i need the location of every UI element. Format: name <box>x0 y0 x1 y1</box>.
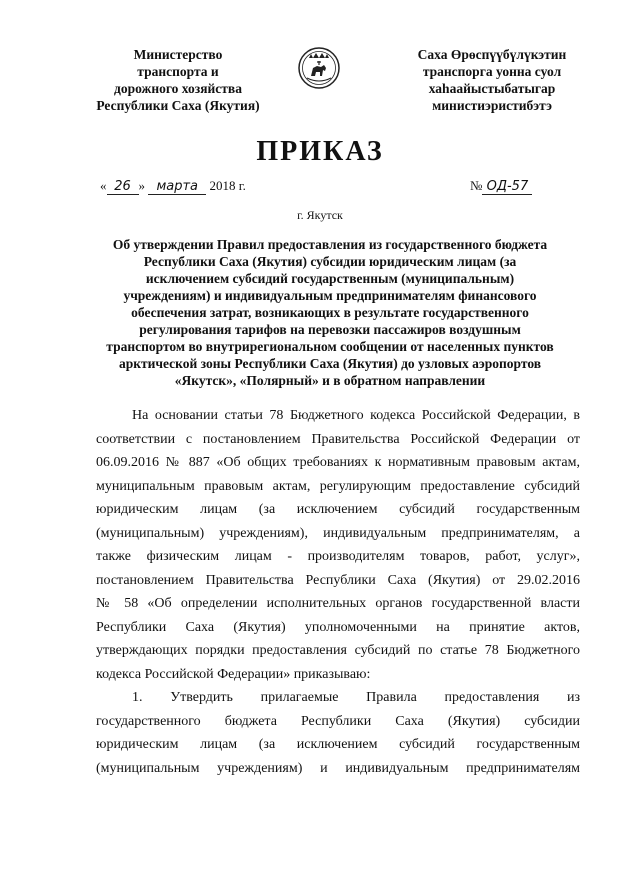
subject-line: Об утверждении Правил предоставления из государственного бюджета <box>112 237 548 252</box>
document-title: ПРИКАЗ <box>256 136 384 167</box>
body-line: муниципальным правовым актам, регулирующим предоставление субсидий <box>96 478 580 494</box>
order-city: г. Якутск <box>297 208 343 222</box>
body-line: 1. Утвердить прилагаемые Правила предоставления из <box>132 690 580 705</box>
subject-line: учреждениям) и индивидуальным предпринимателям финансового <box>123 288 537 303</box>
body-line: кодекса Российской Федерации» приказываю: <box>96 666 371 682</box>
subject-line: обеспечения затрат, возникающих в результате государственного <box>131 305 529 320</box>
republic-emblem-icon <box>297 46 341 90</box>
body-line: (муниципальным) учреждениям), индивидуальным предпринимателям, а <box>96 525 580 541</box>
subject-line: исключением субсидий государственным (муниципальным) <box>145 271 515 286</box>
header-left-line: Республики Саха (Якутия) <box>96 98 260 113</box>
header-right-line: министиэристибэтэ <box>432 98 552 113</box>
date-day-handwritten: 26 <box>107 180 139 195</box>
subject-line: «Якутск», «Полярный» и в обратном направлении <box>174 373 486 388</box>
subject-line: Республики Саха (Якутия) субсидии юридическим лицам (за <box>143 254 517 269</box>
date-close-quote: » <box>138 178 145 193</box>
order-number <box>470 178 532 195</box>
body-line: (муниципальным учреждениям) и индивидуальным предпринимателям <box>96 760 580 776</box>
body-line: 06.09.2016 № 887 «Об общих требованиях к нормативным правовым актам, <box>96 455 580 470</box>
body-line: юридическим лицам (за исключением субсидий государственным <box>96 737 580 752</box>
subject-line: регулирования тарифов на перевозки пассажиров воздушным <box>139 322 521 337</box>
order-number-prefix: № <box>470 178 483 193</box>
body-line: постановлением Правительства Республики Саха (Якутия) от 29.02.2016 <box>96 572 580 588</box>
header-right-line: транспорга уонна суол <box>422 64 562 79</box>
order-subject <box>100 236 560 389</box>
body-line: утверждающих порядки предоставления субсидий по статье 78 Бюджетного <box>96 643 580 658</box>
body-line: соответствии с постановлением Правительства Российской Федерации от <box>96 431 580 447</box>
order-date <box>100 178 246 195</box>
date-year: 2018 г. <box>209 178 246 193</box>
date-open-quote: « <box>100 178 107 193</box>
body-line: государственного бюджета Республики Саха (Якутия) субсидии <box>96 713 580 729</box>
date-month-handwritten: марта <box>148 180 206 195</box>
body-line: № 58 «Об определении исполнительных органов государственной власти <box>96 596 580 611</box>
body-line: На основании статьи 78 Бюджетного кодекса Российской Федерации, в <box>132 408 580 423</box>
order-number-handwritten: ОД-57 <box>482 180 532 195</box>
header-right-line: хаһаайыстыбатыгар <box>428 81 556 96</box>
body-line: юридическим лицам (за исключением субсидий государственным <box>96 502 580 517</box>
body-line: также физическим лицам - производителям товаров, работ, услуг», <box>96 549 580 564</box>
header-left-line: Министерство <box>133 47 223 62</box>
ministry-name-russian <box>78 46 278 114</box>
ministry-name-yakut <box>392 46 592 114</box>
header-left-line: дорожного хозяйства <box>114 81 242 96</box>
order-body <box>96 404 580 780</box>
header-right-line: Саха Өрөспүүбүлүкэтин <box>417 47 567 62</box>
subject-line: транспортом во внутрирегиональном сообщении от населенных пунктов <box>106 339 554 354</box>
body-line: Республики Саха (Якутия) уполномоченными на принятие актов, <box>96 619 580 635</box>
header-left-line: транспорта и <box>137 64 219 79</box>
subject-line: арктической зоны Республики Саха (Якутия) до узловых аэропортов <box>118 356 542 371</box>
